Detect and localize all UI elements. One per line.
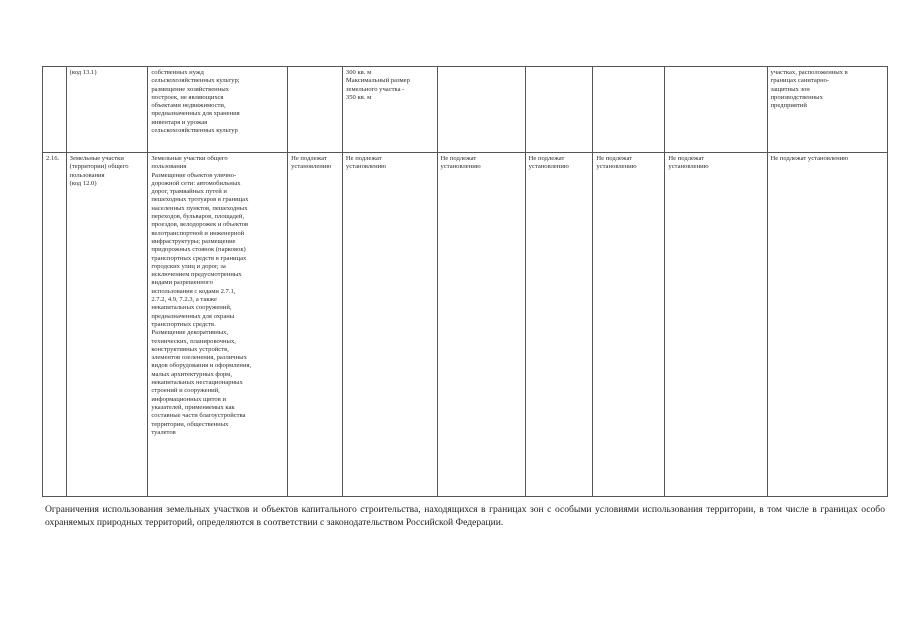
text-line: Размещение декоративных, — [151, 329, 229, 337]
footer-note: Ограничения использования земельных участков и объектов капитального строительства, находящихся в границах зон с особыми условиями использования территории, в том числе в границах особо охраняемых природных территорий, определяются в соответствии с законодательством Российской Федерации. — [45, 504, 885, 528]
text-line: некапитальных сооружений, — [151, 304, 232, 312]
plot-area-cell — [342, 67, 437, 153]
text-line: 2.7.2, 4.9, 7.2.3, а также — [151, 296, 217, 304]
text-line: (код 13.1) — [69, 69, 97, 76]
text-line: пешеходных тротуаров в границах — [151, 196, 249, 204]
text-line: велотранспортной и инженерной — [151, 229, 245, 237]
text-line: производственных — [770, 93, 823, 101]
text-line: населенных пунктов, пешеходных — [151, 204, 248, 212]
text-line: Размещение объектов улично- — [151, 171, 237, 179]
text-line: установлению — [528, 163, 569, 171]
parameter-cell — [593, 153, 665, 497]
text-line: придорожных стоянок (парковок) — [151, 246, 246, 254]
text-line: построек, не являющихся — [151, 93, 224, 101]
text-line: участках, расположенных в — [770, 69, 848, 76]
text-line: малых архитектурных форм, — [151, 370, 232, 378]
parameter-cell — [288, 153, 343, 497]
text-line: предназначенных для хранения — [151, 110, 240, 118]
text-line: элементов озеленения, различных — [151, 354, 247, 362]
text-line: технических, планировочных, — [151, 337, 236, 345]
text-line: транспортных средств в границах — [151, 254, 247, 262]
text-line: Земельные участки общего — [151, 155, 228, 162]
text-line: размещение хозяйственных — [151, 85, 229, 93]
land-use-name-cell — [66, 153, 148, 497]
text-line: инвентаря и урожая — [151, 118, 208, 126]
parameter-cell — [288, 67, 343, 153]
text-line: строений и сооружений, — [151, 387, 220, 395]
land-use-name-cell — [66, 67, 148, 153]
text-line: (код 12.0) — [69, 179, 97, 187]
text-line: информационных щитов и — [151, 395, 226, 403]
text-line: установлению — [596, 163, 637, 171]
text-line: 350 кв. м — [345, 93, 372, 101]
text-line: Максимальный размер — [345, 77, 410, 85]
table-row — [43, 153, 888, 497]
restrictions-cell — [767, 153, 887, 497]
zoning-regulations-table — [42, 66, 888, 497]
text-line: территории, общественных — [151, 420, 229, 428]
text-line: Не подлежат установлению — [770, 155, 849, 162]
text-line: переходов, бульваров, площадей, — [151, 213, 245, 221]
text-line: установлению — [345, 163, 387, 171]
text-line: видами разрешенного — [151, 279, 213, 287]
text-line: Не подлежат — [528, 155, 565, 162]
parameter-cell — [437, 67, 525, 153]
text-line: Не подлежат — [440, 155, 477, 162]
permitted-use-description-cell — [148, 67, 288, 153]
text-line: пользования — [151, 163, 187, 171]
text-line: объектами недвижимости, — [151, 102, 226, 110]
text-line: дорожной сети: автомобильных — [151, 179, 241, 187]
text-line: предприятий — [770, 102, 807, 110]
text-line: Не подлежат — [291, 155, 327, 162]
text-line: сельскохозяйственных культур — [151, 127, 238, 135]
text-line: Земельные участки — [69, 155, 124, 162]
restrictions-cell — [767, 67, 887, 153]
text-line: видов оборудования и оформления, — [151, 362, 252, 370]
text-line: Не подлежат — [668, 155, 705, 162]
text-line: собственных нужд — [151, 69, 204, 76]
text-line: инфраструктуры; размещение — [151, 237, 236, 245]
table-row — [43, 67, 888, 153]
text-line: земельного участка - — [345, 85, 405, 93]
text-line: сельскохозяйственных культур; — [151, 77, 240, 85]
text-line: некапитальных нестационарных — [151, 379, 243, 387]
text-line: (территории) общего — [69, 163, 129, 171]
text-line: дорог, трамвайных путей и — [151, 188, 227, 196]
text-line: 300 кв. м — [345, 69, 372, 76]
text-line: установлению — [668, 163, 709, 171]
text-line: указателей, применяемых как — [151, 403, 235, 411]
text-line: Не подлежат — [596, 155, 633, 162]
parameter-cell — [525, 153, 593, 497]
parameter-cell — [665, 67, 767, 153]
text-line: исключением предусмотренных — [151, 271, 242, 279]
text-line: защитных зон — [770, 85, 810, 93]
text-line: Не подлежат — [345, 155, 382, 162]
text-line: составные части благоустройства — [151, 412, 246, 420]
parameter-cell — [342, 153, 437, 497]
text-line: установлению — [440, 163, 481, 171]
permitted-use-description-cell — [148, 153, 288, 497]
text-line: предназначенных для охраны — [151, 312, 235, 320]
text-line: использования с кодами 2.7.1, — [151, 287, 236, 295]
parameter-cell — [525, 67, 593, 153]
parameter-cell — [437, 153, 525, 497]
text-line: туалетов — [151, 428, 176, 436]
text-line: конструктивных устройств, — [151, 345, 229, 353]
row-number-cell — [43, 67, 67, 153]
text-line: пользования — [69, 171, 105, 179]
text-line: установлению — [291, 163, 332, 171]
parameter-cell — [665, 153, 767, 497]
text-line: транспортных средств. — [151, 320, 216, 328]
text-line: границах санитарно- — [770, 77, 830, 85]
row-number-cell: 2.16. — [43, 153, 67, 497]
parameter-cell — [593, 67, 665, 153]
text-line: городских улиц и дорог, за — [151, 262, 226, 270]
text-line: проездов, велодорожек и объектов — [151, 221, 249, 229]
